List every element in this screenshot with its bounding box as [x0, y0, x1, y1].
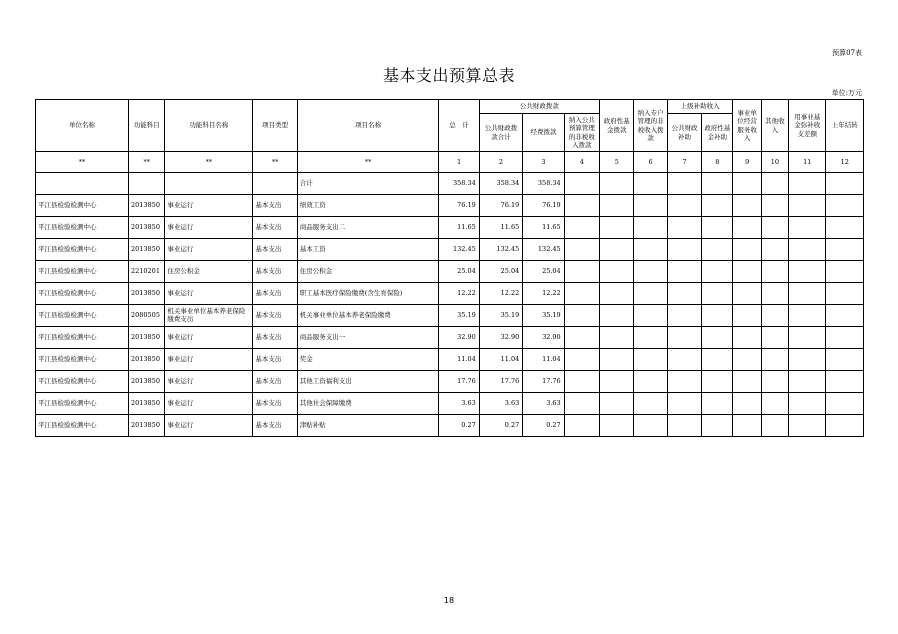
cell-empty — [667, 327, 701, 349]
cell-empty — [761, 371, 788, 393]
cell-unit: 平江县检验检测中心 — [36, 415, 129, 437]
header-public-finance: 公共财政拨款 — [479, 100, 599, 114]
cell-empty — [702, 217, 733, 239]
cell-total: 25.04 — [439, 261, 479, 283]
cell-empty — [733, 305, 761, 327]
cell-empty — [600, 305, 634, 327]
page-title: 基本支出预算总表 — [382, 66, 515, 85]
header-gov-fund: 政府性基金拨款 — [600, 100, 634, 152]
cell-type: 基本支出 — [253, 349, 297, 371]
cell-code: 2013850 — [129, 217, 165, 239]
cell-unit: 平江县检验检测中心 — [36, 327, 129, 349]
cell-empty — [667, 415, 701, 437]
cell-empty — [826, 415, 864, 437]
cell-unit — [36, 173, 129, 195]
header-special-account: 纳入专户管理的非税收入拨款 — [634, 100, 667, 152]
cell-func-name: 事业运行 — [165, 415, 253, 437]
cell-empty — [702, 371, 733, 393]
index-cell: 12 — [826, 152, 864, 173]
cell-empty — [564, 349, 599, 371]
cell-empty — [634, 195, 667, 217]
cell-total: 76.19 — [439, 195, 479, 217]
cell-func-name: 机关事业单位基本养老保险缴费支出 — [165, 305, 253, 327]
cell-empty — [667, 305, 701, 327]
index-cell: 6 — [634, 152, 667, 173]
table-row — [36, 393, 864, 415]
cell-empty — [600, 195, 634, 217]
cell-funds: 12.22 — [523, 283, 564, 305]
cell-total: 132.45 — [439, 239, 479, 261]
cell-type: 基本支出 — [253, 195, 297, 217]
index-cell: 7 — [667, 152, 701, 173]
index-cell: 9 — [733, 152, 761, 173]
cell-empty — [667, 371, 701, 393]
cell-type: 基本支出 — [253, 305, 297, 327]
cell-empty — [634, 349, 667, 371]
cell-empty — [761, 261, 788, 283]
header-business-income: 事业单位经营服务收入 — [733, 100, 761, 152]
cell-empty — [634, 283, 667, 305]
cell-empty — [564, 195, 599, 217]
cell-empty — [826, 371, 864, 393]
cell-code — [129, 173, 165, 195]
index-cell: ** — [253, 152, 297, 173]
index-cell: 1 — [439, 152, 479, 173]
cell-unit: 平江县检验检测中心 — [36, 195, 129, 217]
cell-total: 32.90 — [439, 327, 479, 349]
cell-item: 机关事业单位基本养老保险缴费 — [297, 305, 439, 327]
cell-empty — [761, 239, 788, 261]
cell-empty — [600, 415, 634, 437]
cell-empty — [702, 239, 733, 261]
index-cell: 5 — [600, 152, 634, 173]
cell-empty — [702, 327, 733, 349]
index-cell: ** — [297, 152, 439, 173]
table-row — [36, 349, 864, 371]
cell-empty — [667, 173, 701, 195]
index-cell: 11 — [789, 152, 826, 173]
table-row — [36, 415, 864, 437]
cell-empty — [600, 173, 634, 195]
cell-empty — [702, 261, 733, 283]
cell-func-name: 事业运行 — [165, 283, 253, 305]
cell-type: 基本支出 — [253, 415, 297, 437]
header-managed-nontax: 纳入公共预算管理的非税收入拨款 — [564, 114, 599, 152]
cell-empty — [564, 371, 599, 393]
header-total: 总 计 — [439, 100, 479, 152]
cell-empty — [789, 327, 826, 349]
cell-item: 基本工资 — [297, 239, 439, 261]
cell-empty — [733, 327, 761, 349]
cell-code: 2013850 — [129, 239, 165, 261]
cell-total: 11.65 — [439, 217, 479, 239]
cell-total: 11.04 — [439, 349, 479, 371]
cell-empty — [761, 305, 788, 327]
header-sup-gov-fund-subsidy: 政府性基金补助 — [702, 114, 733, 152]
cell-empty — [564, 283, 599, 305]
cell-func-name: 事业运行 — [165, 371, 253, 393]
cell-code: 2080505 — [129, 305, 165, 327]
cell-item: 津贴补贴 — [297, 415, 439, 437]
cell-item: 职工基本医疗保险缴费(含生育保险) — [297, 283, 439, 305]
cell-type — [253, 173, 297, 195]
header-unit-name: 单位名称 — [36, 100, 129, 152]
cell-empty — [600, 239, 634, 261]
cell-unit: 平江县检验检测中心 — [36, 393, 129, 415]
cell-empty — [826, 349, 864, 371]
cell-code: 2013850 — [129, 327, 165, 349]
cell-item: 商品服务支出一 — [297, 327, 439, 349]
cell-empty — [702, 349, 733, 371]
cell-empty — [789, 239, 826, 261]
cell-unit: 平江县检验检测中心 — [36, 305, 129, 327]
cell-code: 2013850 — [129, 349, 165, 371]
cell-funds: 76.19 — [523, 195, 564, 217]
cell-empty — [667, 261, 701, 283]
cell-empty — [634, 173, 667, 195]
cell-empty — [733, 349, 761, 371]
header-operating-funds: 经费拨款 — [523, 114, 564, 152]
cell-empty — [634, 415, 667, 437]
cell-empty — [789, 173, 826, 195]
cell-empty — [761, 195, 788, 217]
cell-empty — [634, 371, 667, 393]
cell-public-total: 35.19 — [479, 305, 522, 327]
cell-func-name: 事业运行 — [165, 327, 253, 349]
cell-total: 3.63 — [439, 393, 479, 415]
cell-empty — [634, 217, 667, 239]
cell-empty — [826, 217, 864, 239]
cell-type: 基本支出 — [253, 393, 297, 415]
cell-empty — [702, 393, 733, 415]
cell-empty — [634, 239, 667, 261]
cell-func-name: 事业运行 — [165, 217, 253, 239]
cell-func-name: 事业运行 — [165, 239, 253, 261]
cell-unit: 平江县检验检测中心 — [36, 217, 129, 239]
cell-empty — [702, 195, 733, 217]
cell-funds: 11.65 — [523, 217, 564, 239]
cell-empty — [733, 217, 761, 239]
cell-empty — [789, 261, 826, 283]
index-cell: 8 — [702, 152, 733, 173]
index-cell: 4 — [564, 152, 599, 173]
cell-public-total: 358.34 — [479, 173, 522, 195]
table-row — [36, 239, 864, 261]
cell-total: 17.76 — [439, 371, 479, 393]
cell-empty — [634, 393, 667, 415]
cell-empty — [789, 393, 826, 415]
cell-empty — [634, 261, 667, 283]
cell-empty — [667, 195, 701, 217]
cell-empty — [761, 283, 788, 305]
cell-empty — [826, 327, 864, 349]
cell-empty — [733, 261, 761, 283]
index-cell: ** — [129, 152, 165, 173]
cell-empty — [600, 327, 634, 349]
cell-item: 其他工资福利支出 — [297, 371, 439, 393]
table-row — [36, 195, 864, 217]
table-row — [36, 371, 864, 393]
cell-funds: 35.19 — [523, 305, 564, 327]
cell-empty — [761, 349, 788, 371]
header-fund-deficit: 用事业基金弥补收支差额 — [789, 100, 826, 152]
header-func-code: 功能科目 — [129, 100, 165, 152]
cell-empty — [702, 173, 733, 195]
cell-empty — [733, 195, 761, 217]
cell-empty — [733, 415, 761, 437]
index-cell: ** — [165, 152, 253, 173]
cell-empty — [564, 327, 599, 349]
cell-public-total: 76.19 — [479, 195, 522, 217]
table-row — [36, 305, 864, 327]
cell-empty — [634, 305, 667, 327]
cell-empty — [600, 283, 634, 305]
cell-empty — [564, 173, 599, 195]
cell-empty — [564, 393, 599, 415]
cell-item: 商品服务支出二 — [297, 217, 439, 239]
cell-code: 2013850 — [129, 415, 165, 437]
cell-empty — [733, 283, 761, 305]
cell-public-total: 32.90 — [479, 327, 522, 349]
header-func-name: 功能科目名称 — [165, 100, 253, 152]
index-cell: 10 — [761, 152, 788, 173]
cell-empty — [789, 195, 826, 217]
cell-funds: 3.63 — [523, 393, 564, 415]
cell-type: 基本支出 — [253, 261, 297, 283]
cell-empty — [600, 349, 634, 371]
cell-empty — [564, 217, 599, 239]
cell-empty — [564, 415, 599, 437]
cell-item: 合计 — [297, 173, 439, 195]
index-cell: ** — [36, 152, 129, 173]
cell-empty — [702, 415, 733, 437]
cell-type: 基本支出 — [253, 217, 297, 239]
header-prev-balance: 上年结转 — [826, 100, 864, 152]
cell-empty — [564, 261, 599, 283]
cell-empty — [826, 173, 864, 195]
cell-type: 基本支出 — [253, 283, 297, 305]
table-header — [36, 100, 864, 173]
cell-item: 住房公积金 — [297, 261, 439, 283]
cell-empty — [761, 217, 788, 239]
header-superior-subsidy: 上级补助收入 — [667, 100, 733, 114]
budget-table — [35, 99, 864, 437]
cell-empty — [733, 239, 761, 261]
page-number: 18 — [443, 596, 455, 605]
cell-code: 2013850 — [129, 371, 165, 393]
cell-func-name: 事业运行 — [165, 349, 253, 371]
cell-empty — [761, 327, 788, 349]
cell-empty — [761, 173, 788, 195]
table-row — [36, 217, 864, 239]
cell-public-total: 11.04 — [479, 349, 522, 371]
cell-empty — [667, 283, 701, 305]
cell-funds: 32.90 — [523, 327, 564, 349]
cell-empty — [789, 415, 826, 437]
cell-unit: 平江县检验检测中心 — [36, 261, 129, 283]
cell-empty — [826, 261, 864, 283]
cell-empty — [600, 393, 634, 415]
header-public-finance-total: 公共财政拨款合计 — [479, 114, 522, 152]
cell-empty — [667, 239, 701, 261]
cell-empty — [826, 393, 864, 415]
cell-empty — [733, 173, 761, 195]
cell-public-total: 3.63 — [479, 393, 522, 415]
total-row — [36, 173, 864, 195]
cell-empty — [789, 283, 826, 305]
cell-total: 35.19 — [439, 305, 479, 327]
cell-empty — [733, 371, 761, 393]
index-cell: 2 — [479, 152, 522, 173]
header-item-type: 项目类型 — [253, 100, 297, 152]
cell-empty — [789, 217, 826, 239]
cell-item: 其他社会保障缴费 — [297, 393, 439, 415]
cell-empty — [826, 195, 864, 217]
unit-label: 单位:万元 — [831, 89, 862, 97]
cell-unit: 平江县检验检测中心 — [36, 371, 129, 393]
cell-public-total: 0.27 — [479, 415, 522, 437]
cell-func-name: 事业运行 — [165, 195, 253, 217]
cell-public-total: 12.22 — [479, 283, 522, 305]
cell-empty — [667, 349, 701, 371]
cell-empty — [564, 239, 599, 261]
cell-empty — [702, 305, 733, 327]
cell-empty — [600, 217, 634, 239]
cell-empty — [600, 261, 634, 283]
cell-empty — [826, 305, 864, 327]
cell-empty — [564, 305, 599, 327]
cell-type: 基本支出 — [253, 239, 297, 261]
cell-empty — [826, 283, 864, 305]
cell-funds: 132.45 — [523, 239, 564, 261]
header-sup-public-subsidy: 公共财政补助 — [667, 114, 701, 152]
cell-public-total: 132.45 — [479, 239, 522, 261]
table-row — [36, 261, 864, 283]
cell-unit: 平江县检验检测中心 — [36, 239, 129, 261]
cell-empty — [826, 239, 864, 261]
cell-empty — [789, 349, 826, 371]
cell-func-name: 住房公积金 — [165, 261, 253, 283]
table-body — [36, 173, 864, 437]
index-row — [36, 152, 864, 173]
cell-total: 358.34 — [439, 173, 479, 195]
cell-empty — [634, 327, 667, 349]
cell-func-name: 事业运行 — [165, 393, 253, 415]
cell-code: 2013850 — [129, 283, 165, 305]
header-other-income: 其他收入 — [761, 100, 788, 152]
cell-item: 绩效工资 — [297, 195, 439, 217]
table-row — [36, 327, 864, 349]
cell-func-name — [165, 173, 253, 195]
cell-funds: 11.04 — [523, 349, 564, 371]
header-item-name: 项目名称 — [297, 100, 439, 152]
cell-public-total: 25.04 — [479, 261, 522, 283]
index-cell: 3 — [523, 152, 564, 173]
cell-empty — [761, 393, 788, 415]
cell-type: 基本支出 — [253, 371, 297, 393]
cell-code: 2013850 — [129, 393, 165, 415]
cell-funds: 17.76 — [523, 371, 564, 393]
cell-item: 奖金 — [297, 349, 439, 371]
cell-total: 12.22 — [439, 283, 479, 305]
cell-type: 基本支出 — [253, 327, 297, 349]
cell-funds: 0.27 — [523, 415, 564, 437]
cell-total: 0.27 — [439, 415, 479, 437]
cell-empty — [667, 393, 701, 415]
cell-empty — [789, 371, 826, 393]
table-row — [36, 283, 864, 305]
cell-code: 2210201 — [129, 261, 165, 283]
cell-empty — [733, 393, 761, 415]
form-number: 预算07表 — [832, 49, 862, 57]
cell-public-total: 17.76 — [479, 371, 522, 393]
cell-empty — [600, 371, 634, 393]
cell-code: 2013850 — [129, 195, 165, 217]
cell-unit: 平江县检验检测中心 — [36, 349, 129, 371]
cell-unit: 平江县检验检测中心 — [36, 283, 129, 305]
cell-empty — [761, 415, 788, 437]
cell-empty — [702, 283, 733, 305]
cell-public-total: 11.65 — [479, 217, 522, 239]
cell-empty — [667, 217, 701, 239]
cell-funds: 358.34 — [523, 173, 564, 195]
cell-funds: 25.04 — [523, 261, 564, 283]
cell-empty — [789, 305, 826, 327]
